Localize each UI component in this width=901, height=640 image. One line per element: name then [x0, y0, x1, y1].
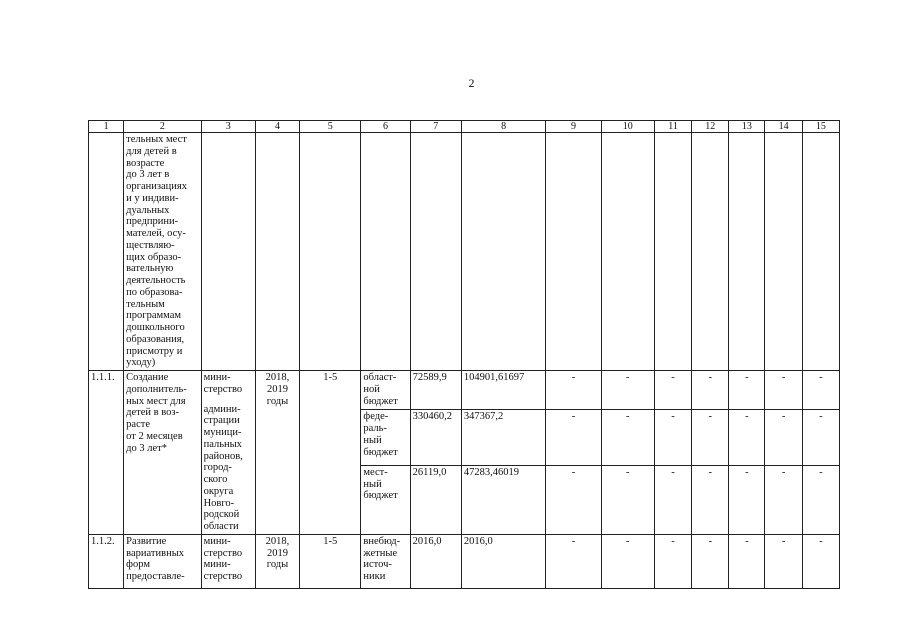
funding-source: мест- ный бюджет — [361, 465, 410, 534]
years: 2018, 2019 годы — [255, 371, 299, 535]
value-col15: - — [802, 371, 839, 410]
value-col11: - — [654, 465, 691, 534]
value-col14: - — [765, 410, 802, 466]
value-col13: - — [729, 371, 765, 410]
item-code: 1.1.2. — [89, 534, 124, 588]
value-col7: 330460,2 — [410, 410, 461, 466]
years: 2018, 2019 годы — [255, 534, 299, 588]
value-col10: - — [601, 410, 654, 466]
value-col8: 347367,2 — [461, 410, 545, 466]
value-col12: - — [692, 371, 729, 410]
empty-cell — [765, 133, 802, 371]
value-col15: - — [802, 465, 839, 534]
header-cell: 2 — [124, 121, 201, 133]
empty-cell — [361, 133, 410, 371]
empty-cell — [461, 133, 545, 371]
header-cell: 7 — [410, 121, 461, 133]
empty-cell — [692, 133, 729, 371]
empty-cell — [654, 133, 691, 371]
continuation-name: тельных мест для детей в возрасте до 3 лет в организациях и у индиви- дуальных предприни- мателей, осу- ществляю- щих образо- вательную деятельность по образова- тельным программам дошкольного образования, присмотру и уходу) — [124, 133, 201, 371]
value-col14: - — [765, 465, 802, 534]
value-col13: - — [729, 465, 765, 534]
header-cell: 11 — [654, 121, 691, 133]
target-indicator: 1-5 — [300, 371, 361, 535]
value-col12: - — [692, 534, 729, 588]
value-col8: 47283,46019 — [461, 465, 545, 534]
page-number: 2 — [468, 76, 475, 90]
header-cell: 10 — [601, 121, 654, 133]
value-col10: - — [601, 465, 654, 534]
executor: мини- стерство мини- стерство — [201, 534, 255, 588]
value-col9: - — [546, 371, 601, 410]
value-col9: - — [546, 465, 601, 534]
program-table — [88, 120, 840, 589]
row-1-1-2 — [89, 534, 840, 588]
value-col15: - — [802, 534, 839, 588]
value-col14: - — [765, 371, 802, 410]
empty-cell — [201, 133, 255, 371]
empty-cell — [729, 133, 765, 371]
header-row — [89, 121, 840, 133]
value-col7: 72589,9 — [410, 371, 461, 410]
value-col13: - — [729, 534, 765, 588]
value-col14: - — [765, 534, 802, 588]
header-cell: 9 — [546, 121, 601, 133]
empty-cell — [546, 133, 601, 371]
value-col15: - — [802, 410, 839, 466]
value-col12: - — [692, 465, 729, 534]
value-col13: - — [729, 410, 765, 466]
value-col10: - — [601, 371, 654, 410]
value-col9: - — [546, 534, 601, 588]
item-name: Создание дополнитель- ных мест для детей в воз- расте от 2 месяцев до 3 лет* — [124, 371, 201, 535]
funding-source: област- ной бюджет — [361, 371, 410, 410]
value-col11: - — [654, 371, 691, 410]
empty-cell — [410, 133, 461, 371]
value-col9: - — [546, 410, 601, 466]
executor: мини- стерство админи- страции муници- пальных районов, город- ского округа Новго- родской области — [201, 371, 255, 535]
target-indicator: 1-5 — [300, 534, 361, 588]
empty-cell — [89, 133, 124, 371]
empty-cell — [300, 133, 361, 371]
value-col8: 104901,61697 — [461, 371, 545, 410]
value-col11: - — [654, 410, 691, 466]
header-cell: 1 — [89, 121, 124, 133]
header-cell: 12 — [692, 121, 729, 133]
empty-cell — [255, 133, 299, 371]
item-name: Развитие вариативных форм предоставле- — [124, 534, 201, 588]
header-cell: 4 — [255, 121, 299, 133]
header-cell: 15 — [802, 121, 839, 133]
item-code: 1.1.1. — [89, 371, 124, 535]
value-col12: - — [692, 410, 729, 466]
header-cell: 13 — [729, 121, 765, 133]
header-cell: 5 — [300, 121, 361, 133]
header-cell: 8 — [461, 121, 545, 133]
header-cell: 6 — [361, 121, 410, 133]
empty-cell — [802, 133, 839, 371]
empty-cell — [601, 133, 654, 371]
value-col11: - — [654, 534, 691, 588]
funding-source: феде- раль- ный бюджет — [361, 410, 410, 466]
row-1-1-1-regional — [89, 371, 840, 410]
value-col10: - — [601, 534, 654, 588]
value-col7: 26119,0 — [410, 465, 461, 534]
header-cell: 3 — [201, 121, 255, 133]
funding-source: внебюд- жетные источ- ники — [361, 534, 410, 588]
continuation-row — [89, 133, 840, 371]
value-col7: 2016,0 — [410, 534, 461, 588]
header-cell: 14 — [765, 121, 802, 133]
value-col8: 2016,0 — [461, 534, 545, 588]
